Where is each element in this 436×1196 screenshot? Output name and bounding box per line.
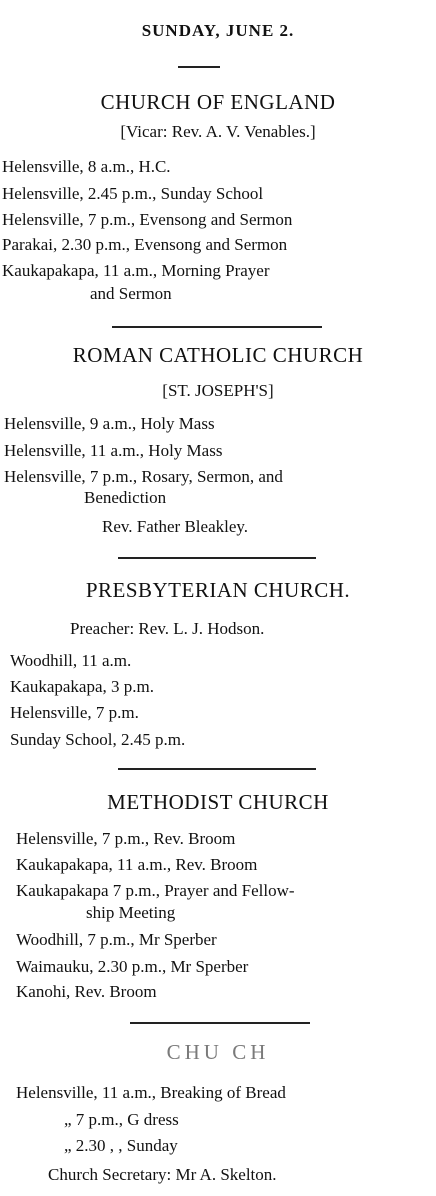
service-line: Benediction [84, 488, 167, 507]
preacher-line: Preacher: Rev. L. J. Hodson. [70, 619, 265, 638]
section-title: METHODIST CHURCH [107, 790, 329, 814]
service-line: Sunday School, 2.45 p.m. [10, 730, 186, 749]
divider [130, 1022, 310, 1024]
section-title: ROMAN CATHOLIC CHURCH [72, 343, 364, 367]
service-line: Helensville, 9 a.m., Holy Mass [4, 414, 215, 433]
service-line: Kaukapakapa, 11 a.m., Rev. Broom [16, 855, 258, 874]
priest-line: Rev. Father Bleakley. [102, 517, 249, 536]
divider [118, 557, 316, 559]
service-line: Helensville, 7 p.m., Rev. Broom [16, 829, 236, 848]
secretary-line: Church Secretary: Mr A. Skelton. [48, 1165, 277, 1184]
service-line: Parakai, 2.30 p.m., Evensong and Sermon [2, 235, 288, 254]
section-title: PRESBYTERIAN CHURCH. [85, 578, 351, 602]
service-line: Helensville, 7 p.m. [10, 703, 139, 722]
divider [112, 326, 322, 328]
service-line: Helensville, 11 a.m., Breaking of Bread [16, 1083, 286, 1102]
service-line: Waimauku, 2.30 p.m., Mr Sperber [16, 957, 249, 976]
service-line: Helensville, 8 a.m., H.C. [2, 157, 171, 176]
service-line: Helensville, 7 p.m., Rosary, Sermon, and [4, 467, 283, 486]
service-line: „ 2.30 , , Sunday [64, 1136, 178, 1155]
service-line: and Sermon [90, 284, 172, 303]
service-line: Helensville, 7 p.m., Evensong and Sermon [2, 210, 293, 229]
vicar-line: [Vicar: Rev. A. V. Venables.] [120, 122, 316, 141]
section-title: CHURCH OF ENGLAND [100, 90, 336, 114]
service-line: Kanohi, Rev. Broom [16, 982, 157, 1001]
parish-line: [ST. JOSEPH'S] [162, 381, 274, 400]
service-line: „ 7 p.m., G dress [64, 1110, 179, 1129]
service-line: Woodhill, 7 p.m., Mr Sperber [16, 930, 217, 949]
date-heading: SUNDAY, JUNE 2. [141, 21, 295, 40]
service-line: Woodhill, 11 a.m. [10, 651, 132, 670]
service-line: ship Meeting [86, 903, 176, 922]
service-line: Kaukapakapa, 3 p.m. [10, 677, 154, 696]
divider [178, 66, 220, 68]
divider [118, 768, 316, 770]
section-title: CHU CH [166, 1040, 270, 1064]
service-line: Helensville, 11 a.m., Holy Mass [4, 441, 223, 460]
service-line: Helensville, 2.45 p.m., Sunday School [2, 184, 264, 203]
service-line: Kaukapakapa, 11 a.m., Morning Prayer [2, 261, 270, 280]
service-line: Kaukapakapa 7 p.m., Prayer and Fellow- [16, 881, 295, 900]
